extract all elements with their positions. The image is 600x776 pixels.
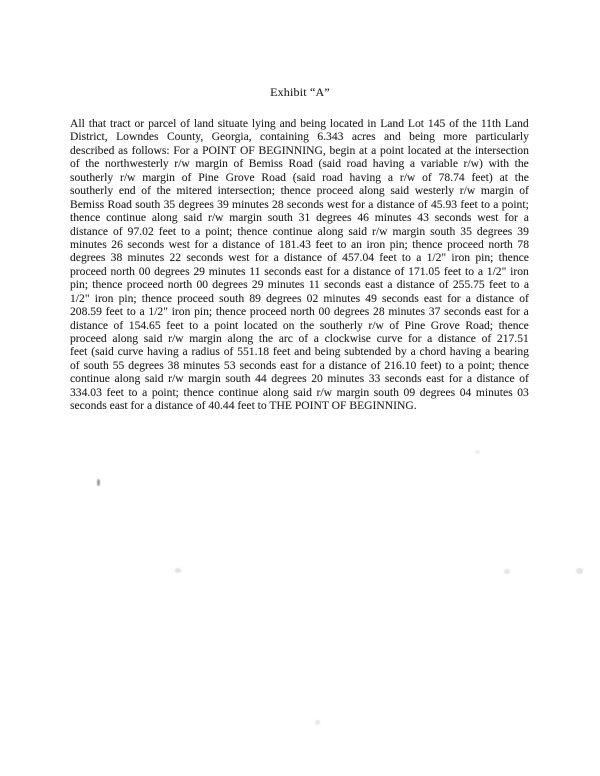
scan-artifact bbox=[97, 479, 100, 486]
text-line: continue along said r/w margin south 44 degrees 20 minutes 33 seconds east for a distance of bbox=[70, 372, 529, 386]
legal-description-paragraph bbox=[70, 117, 529, 413]
text-line: 208.59 feet to a 1/2" iron pin; thence proceed north 00 degrees 28 minutes 37 seconds east for a bbox=[70, 305, 529, 319]
text-line: seconds east for a distance of 40.44 feet to THE POINT OF BEGINNING. bbox=[70, 399, 417, 413]
text-line: thence continue along said r/w margin south 31 degrees 46 minutes 43 seconds west for a bbox=[70, 211, 529, 225]
scan-artifact bbox=[315, 720, 320, 725]
text-line: distance of 154.65 feet to a point located on the southerly r/w of Pine Grove Road; thence bbox=[70, 318, 529, 332]
text-line: proceed north 00 degrees 29 minutes 11 seconds east for a distance of 171.05 feet to a 1/2" iron bbox=[70, 264, 529, 278]
text-line: minutes 26 seconds west for a distance of 181.43 feet to an iron pin; thence proceed north 78 bbox=[70, 237, 529, 251]
text-line: feet (said curve having a radius of 551.18 feet and being subtended by a chord having a bearing bbox=[70, 345, 529, 359]
text-line: described as follows: For a POINT OF BEGINNING, begin at a point located at the intersection bbox=[70, 143, 529, 157]
text-line: Bemiss Road south 35 degrees 39 minutes 28 seconds west for a distance of 45.93 feet to a point; bbox=[70, 197, 529, 211]
text-line: All that tract or parcel of land situate lying and being located in Land Lot 145 of the 11th Land bbox=[70, 117, 529, 130]
text-line: pin; thence proceed north 00 degrees 29 minutes 11 seconds east a distance of 255.75 feet to a bbox=[70, 278, 529, 292]
scan-artifact bbox=[175, 568, 181, 573]
text-line: District, Lowndes County, Georgia, containing 6.343 acres and being more particularly bbox=[70, 130, 529, 144]
text-line: degrees 38 minutes 22 seconds west for a distance of 457.04 feet to a 1/2" iron pin; thence bbox=[70, 251, 529, 265]
text-line: of south 55 degrees 38 minutes 53 seconds east for a distance of 216.10 feet) to a point; thence bbox=[70, 358, 529, 372]
text-line: of the northwesterly r/w margin of Bemiss Road (said road having a variable r/w) with the bbox=[70, 157, 529, 171]
scan-artifact bbox=[576, 568, 583, 574]
exhibit-title: Exhibit “A” bbox=[270, 85, 330, 99]
text-line: distance of 97.02 feet to a point; thence continue along said r/w margin south 35 degrees 39 bbox=[70, 224, 529, 238]
text-line: proceed along said r/w margin along the arc of a clockwise curve for a distance of 217.51 bbox=[70, 332, 529, 345]
text-line: southerly r/w margin of Pine Grove Road (said road having a r/w of 78.74 feet) at the bbox=[70, 170, 529, 184]
scan-artifact bbox=[504, 569, 510, 574]
text-line: southerly end of the mitered intersection; thence proceed along said westerly r/w margin of bbox=[70, 184, 529, 198]
text-line: 1/2" iron pin; thence proceed south 89 degrees 02 minutes 49 seconds east for a distance of bbox=[70, 291, 529, 305]
scan-artifact bbox=[475, 450, 480, 454]
text-line: 334.03 feet to a point; thence continue along said r/w margin south 09 degrees 04 minutes 03 bbox=[70, 385, 529, 399]
